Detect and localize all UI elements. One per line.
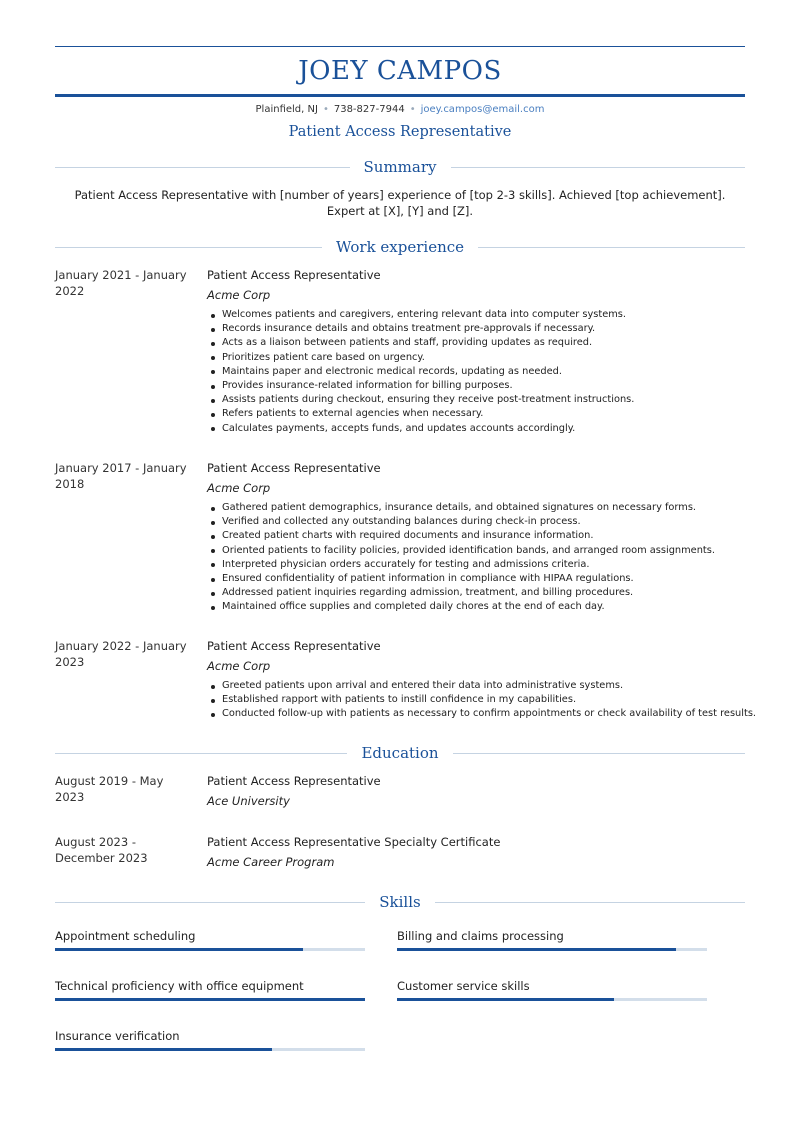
entry-date: January 2017 - January 2018 [55, 461, 187, 491]
contact-email[interactable]: joey.campos@email.com [420, 104, 545, 115]
list-item: Greeted patients upon arrival and entered their data into administrative systems. [207, 679, 745, 693]
entry-body [207, 773, 745, 809]
entry-organization: Acme Corp [207, 288, 271, 302]
separator-dot-icon: • [322, 104, 329, 115]
entry-organization: Acme Corp [207, 481, 271, 495]
contact-phone: 738-827-7944 [333, 104, 405, 115]
entry-body [207, 638, 757, 722]
heading-rule-left [55, 753, 347, 754]
skill-name: Billing and claims processing [397, 929, 564, 943]
entry-school: Acme Career Program [207, 855, 335, 869]
section-title: Skills [379, 893, 421, 911]
list-item: Oriented patients to facility policies, provided identification bands, and arranged room assignments. [207, 544, 745, 558]
skill-level-fill [55, 948, 303, 951]
heading-rule-left [55, 167, 350, 168]
summary-text: Patient Access Representative with [number of years] experience of [top 2-3 skills]. Achieved [top achievement]. Expert at [X], [Y] and [Z]. [74, 188, 726, 218]
skill-item [55, 1028, 365, 1051]
heading-rule-right [451, 167, 746, 168]
list-item: Assists patients during checkout, ensuring they receive post-treatment instructions. [207, 393, 745, 407]
name-rule [55, 94, 745, 97]
list-item: Addressed patient inquiries regarding admission, treatment, and billing procedures. [207, 586, 745, 600]
entry-body [207, 267, 745, 436]
skill-item [55, 928, 365, 951]
list-item: Established rapport with patients to instill confidence in my capabilities. [207, 693, 745, 707]
list-item: Ensured confidentiality of patient information in compliance with HIPAA regulations. [207, 572, 745, 586]
entry-organization: Acme Corp [207, 659, 271, 673]
list-item: Records insurance details and obtains treatment pre-approvals if necessary. [207, 322, 745, 336]
entry-role: Patient Access Representative [207, 461, 381, 475]
bullet-list [207, 308, 745, 436]
section-skills-heading [55, 892, 745, 912]
section-title: Summary [363, 158, 437, 176]
skill-level-fill [55, 1048, 272, 1051]
list-item: Conducted follow-up with patients as necessary to confirm appointments or check availability of test results. [207, 707, 745, 721]
skill-level-bar [397, 998, 707, 1001]
entry-date: January 2022 - January 2023 [55, 639, 187, 669]
entry-date: August 2023 - December 2023 [55, 835, 148, 865]
skill-name: Insurance verification [55, 1029, 180, 1043]
section-summary-heading [55, 157, 745, 177]
entry-role: Patient Access Representative [207, 639, 381, 653]
entry-role: Patient Access Representative [207, 268, 381, 282]
bullet-list [207, 501, 745, 615]
skill-item [55, 978, 365, 1001]
list-item: Refers patients to external agencies when necessary. [207, 407, 745, 421]
job-title: Patient Access Representative [288, 124, 512, 140]
section-education-heading [55, 743, 745, 763]
list-item: Gathered patient demographics, insurance details, and obtained signatures on necessary forms. [207, 501, 745, 515]
skill-name: Technical proficiency with office equipment [55, 979, 304, 993]
heading-rule-right [478, 247, 745, 248]
skill-item [397, 928, 707, 951]
entry-date: January 2021 - January 2022 [55, 268, 187, 298]
bullet-list [207, 679, 757, 722]
separator-dot-icon: • [409, 104, 416, 115]
skill-item [397, 978, 707, 1001]
list-item: Interpreted physician orders accurately for testing and admissions criteria. [207, 558, 745, 572]
list-item: Created patient charts with required documents and insurance information. [207, 529, 745, 543]
entry-date: August 2019 - May 2023 [55, 774, 164, 804]
entry-degree: Patient Access Representative [207, 774, 381, 788]
list-item: Maintains paper and electronic medical records, updating as needed. [207, 365, 745, 379]
heading-rule-right [453, 753, 745, 754]
entry-degree: Patient Access Representative Specialty Certificate [207, 835, 501, 849]
entry-body [207, 460, 745, 615]
contact-line [0, 104, 800, 115]
heading-rule-right [435, 902, 745, 903]
skill-level-fill [55, 998, 365, 1001]
list-item: Prioritizes patient care based on urgency. [207, 351, 745, 365]
entry-body [207, 834, 745, 870]
list-item: Provides insurance-related information for billing purposes. [207, 379, 745, 393]
list-item: Calculates payments, accepts funds, and updates accounts accordingly. [207, 422, 745, 436]
section-title: Work experience [335, 238, 465, 256]
heading-rule-left [55, 902, 365, 903]
list-item: Welcomes patients and caregivers, entering relevant data into computer systems. [207, 308, 745, 322]
section-title: Education [361, 744, 439, 762]
skill-level-bar [55, 1048, 365, 1051]
skill-level-bar [397, 948, 707, 951]
list-item: Verified and collected any outstanding balances during check-in process. [207, 515, 745, 529]
list-item: Acts as a liaison between patients and staff, providing updates as required. [207, 336, 745, 350]
skill-name: Customer service skills [397, 979, 530, 993]
skill-level-bar [55, 998, 365, 1001]
section-work-heading [55, 237, 745, 257]
contact-city: Plainfield, NJ [255, 104, 318, 115]
top-rule [55, 46, 745, 47]
skill-level-fill [397, 948, 676, 951]
skill-name: Appointment scheduling [55, 929, 196, 943]
candidate-name: JOEY CAMPOS [298, 56, 502, 86]
entry-school: Ace University [207, 794, 290, 808]
skill-level-fill [397, 998, 614, 1001]
list-item: Maintained office supplies and completed daily chores at the end of each day. [207, 600, 745, 614]
heading-rule-left [55, 247, 322, 248]
skill-level-bar [55, 948, 365, 951]
